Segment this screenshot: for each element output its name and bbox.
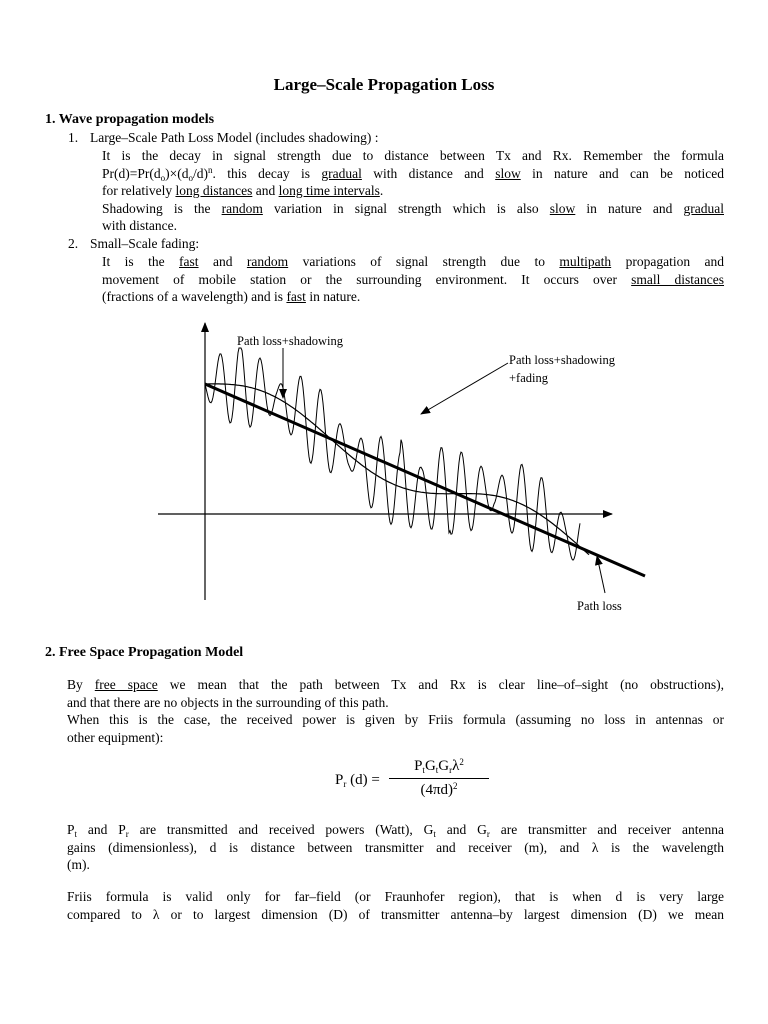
propagation-figure — [150, 318, 650, 623]
item-1-line-4: Shadowing is the random variation in signal strength which is also slow in nature and gradual — [102, 200, 724, 216]
p1-line-1: By free space we mean that the path between Tx and Rx is clear line–of–sight (no obstructions), — [67, 677, 724, 692]
formula-numerator: $P_tG_tG_r\lambda^2$ — [389, 758, 489, 779]
label-path-loss: Path loss — [577, 599, 622, 613]
item-2-paragraph — [102, 253, 724, 306]
section-2-paragraph-1 — [67, 676, 724, 746]
item-1-line-3: for relatively long distances and long time intervals. — [102, 183, 384, 199]
p3-line-1: Friis formula is valid only for far–field (or Fraunhofer region), that is when d is very large — [67, 889, 724, 904]
formula-fraction — [389, 758, 489, 799]
section-2-paragraph-3 — [67, 888, 724, 923]
page-title: Large–Scale Propagation Loss — [273, 75, 495, 94]
p2-line-3: (m). — [67, 857, 90, 873]
label-path-loss-shadowing-fading: Path loss+shadowing +fading — [509, 353, 616, 385]
item-2-line-2: movement of mobile station or the surrounding environment. It occurs over small distances — [102, 271, 725, 287]
item-2-label: Small–Scale fading: — [90, 236, 200, 251]
item-1-line-2: $Pr(d)=Pr(d_o)\times(d_o/d)^n$. this decay is gradual with distance and slow in nature and can be noticed — [102, 164, 724, 183]
item-2-number: 2. — [68, 236, 79, 251]
p2-line-1: $P_t$ and $P_r$ are transmitted and received powers (Watt), $G_t$ and $G_r$ are transmitter and receiver antenna — [67, 822, 725, 839]
path-loss-arrow — [597, 556, 605, 593]
formula-denominator: $(4\pi d)^2$ — [420, 780, 458, 798]
p1-line-2: and that there are no objects in the surrounding of this path. — [67, 694, 389, 710]
item-1-line-5: with distance. — [102, 218, 177, 234]
item-1-line-1: It is the decay in signal strength due to distance between Tx and Rx. Remember the formula — [102, 148, 724, 163]
item-2-line-3: (fractions of a wavelength) and is fast in nature. — [102, 289, 361, 305]
section-2-heading: 2. Free Space Propagation Model — [45, 645, 244, 660]
item-1-number: 1. — [68, 130, 79, 145]
section-2-paragraph-2 — [67, 821, 724, 874]
label-path-loss-shadowing: Path loss+shadowing — [237, 334, 344, 348]
p1-line-4: other equipment): — [67, 729, 164, 745]
fading-arrow — [421, 363, 508, 414]
item-2-line-1: It is the fast and random variations of signal strength due to multipath propagation and — [102, 254, 724, 269]
p1-line-3: When this is the case, the received power is given by Friis formula (assuming no loss in antennas or — [67, 712, 724, 728]
formula-lhs: $P_r$ (d) = — [335, 772, 380, 789]
item-1-paragraph — [102, 147, 724, 235]
p2-line-2: gains (dimensionless), d is distance between transmitter and receiver (m), and λ is the wavelength — [67, 839, 724, 855]
item-1-label: Large–Scale Path Loss Model (includes shadowing) : — [90, 130, 379, 145]
p3-line-2: compared to λ or to largest dimension (D) of transmitter antenna–by largest dimension (D) we mean — [67, 906, 724, 922]
section-1-heading: 1. Wave propagation models — [45, 112, 215, 127]
